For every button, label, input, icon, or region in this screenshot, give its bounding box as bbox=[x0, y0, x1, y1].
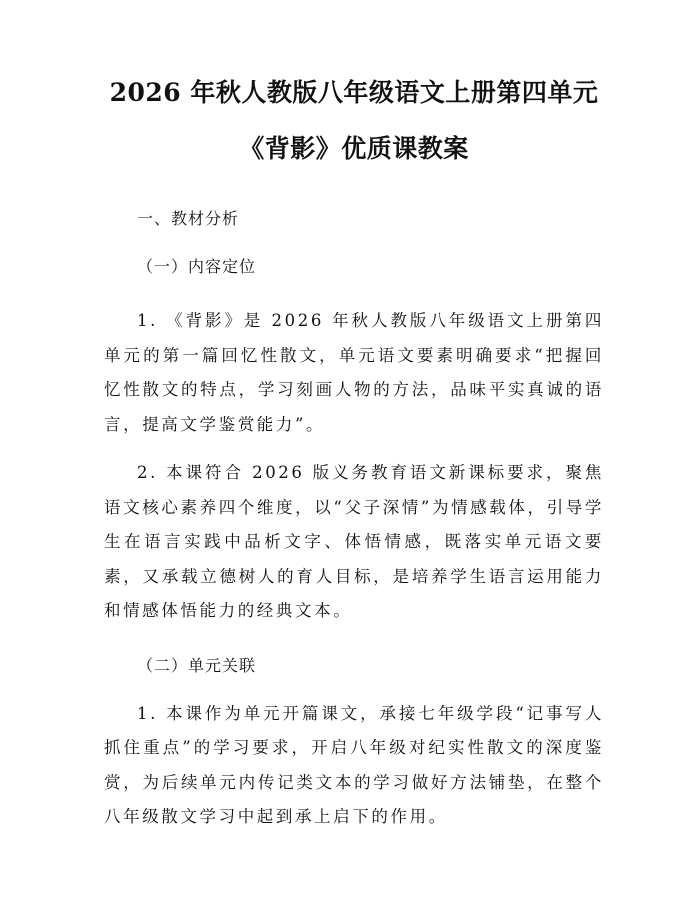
paragraph-unit-connection-1: 1. 本课作为单元开篇课文，承接七年级学段“记事写人抓住重点”的学习要求，开启八年级对纪实性散文的深度鉴赏，为后续单元内传记类文本的学习做好方法铺垫，在整个八年级散文学习中起到承上启下的作用。 bbox=[104, 703, 604, 826]
subsection-heading-unit-connection: （二）单元关联 bbox=[137, 655, 257, 675]
document-title-line2: 《背影》优质课教案 bbox=[239, 134, 469, 163]
paragraph-content-positioning-1: 1. 《背影》是 2026 年秋人教版八年级语文上册第四单元的第一篇回忆性散文，单元语文要素明确要求“把握回忆性散文的特点，学习刻画人物的方法，品味平实真诚的语言，提高文学鉴赏能力”。 bbox=[104, 311, 604, 434]
subsection-heading-content-positioning: （一）内容定位 bbox=[137, 257, 257, 276]
paragraph-content-positioning-2: 2. 本课符合 2026 版义务教育语文新课标要求，聚焦语文核心素养四个维度，以“父子深情”为情感载体，引导学生在语言实践中品析文字、体悟情感，既落实单元语文要素，又承载立德树人的育人目标，是培养学生语言运用能力和情感体悟能力的经典文本。 bbox=[104, 463, 604, 620]
document-title-line1: 2026 年秋人教版八年级语文上册第四单元 bbox=[109, 78, 599, 107]
section-heading-teaching-material-analysis: 一、教材分析 bbox=[137, 209, 240, 228]
